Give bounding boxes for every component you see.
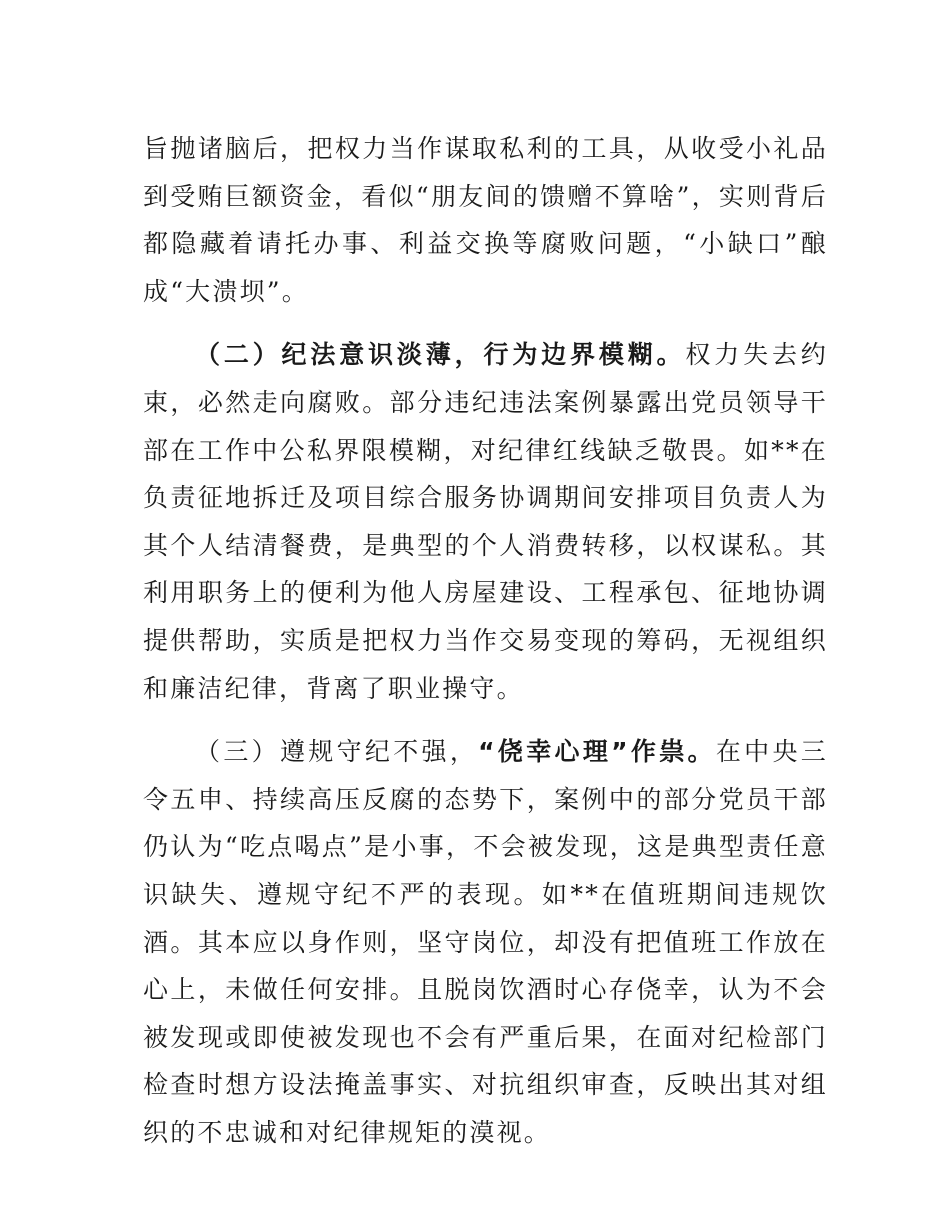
section-3-body: 在中央三令五申、持续高压反腐的态势下，案例中的部分党员干部仍认为“吃点喝点”是小事，不会被发现，这是典型责任意识缺失、遵规守纪不严的表现。如**在值班期间违规饮酒。其本应以身作则，坚守岗位，却没有把值班工作放在心上，未做任何安排。且脱岗饮酒时心存侥幸，认为不会被发现或即使被发现也不会有严重后果，在面对纪检部门检查时想方设法掩盖事实、对抗组织审查，反映出其对组织的不忠诚和对纪律规矩的漠视。 [143,737,828,1147]
section-3-heading-plain: （三）遵规守纪不强， [195,737,479,767]
paragraph-continuation [143,125,828,315]
paragraph-1-text: 旨抛诸脑后，把权力当作谋取私利的工具，从收受小礼品到受贿巨额资金，看似“朋友间的馈赠不算啥”，实则背后都隐藏着请托办事、利益交换等腐败问题，“小缺口”酿成“大溃坝”。 [143,134,828,306]
paragraph-section-3 [143,728,828,1156]
section-3-heading-strong: “侥幸心理”作祟。 [478,737,716,767]
section-2-body: 权力失去约束，必然走向腐败。部分违纪违法案例暴露出党员领导干部在工作中公私界限模糊，对纪律红线缺乏敬畏。如**在负责征地拆迁及项目综合服务协调期间安排项目负责人为其个人结清餐费，是典型的个人消费转移，以权谋私。其利用职务上的便利为他人房屋建设、工程承包、征地协调提供帮助，实质是把权力当作交易变现的筹码，无视组织和廉洁纪律，背离了职业操守。 [143,340,828,703]
section-2-heading: （二）纪法意识淡薄，行为边界模糊。 [195,340,686,370]
document-body [143,125,828,1156]
paragraph-section-2 [143,331,828,712]
